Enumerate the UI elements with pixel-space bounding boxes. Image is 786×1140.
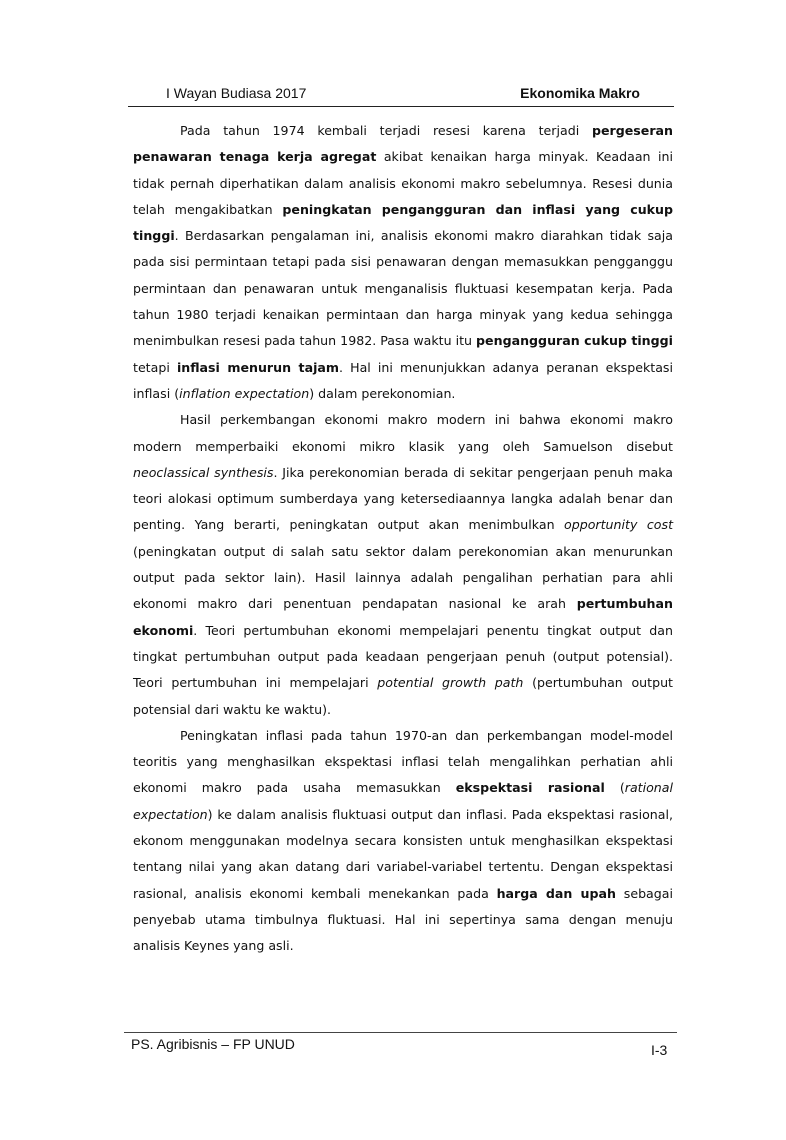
text-run: . Teori pertumbuhan ekonomi mempelajari penentu tingkat output dan tingkat pertumbuhan output pada keadaan pengerjaan penuh (output potensial). Teori pertumbuhan ini mempelajari [133,622,673,691]
text-run: Peningkatan inflasi pada tahun 1970-an dan perkembangan model-model teoritis yang menghasilkan ekspektasi inflasi telah mengalihkan perhatian ahli ekonomi makro pada usaha memasukkan [133,727,673,796]
italic-term: neoclassical synthesis [133,464,274,480]
header-author-year: I Wayan Budiasa 2017 [166,85,307,101]
footer-divider [124,1032,677,1033]
italic-term: rational expectation [133,780,674,822]
bold-term: pertumbuhan ekonomi [133,596,673,638]
bold-term: peningkatan pengangguran dan inflasi yang cukup tinggi [133,201,674,244]
header-book-title: Ekonomika Makro [520,85,640,101]
body-text [133,118,673,960]
text-run: akibat kenaikan harga minyak. Keadaan ini tidak pernah diperhatikan dalam analisis ekonomi makro sebelumnya. Resesi dunia telah mengakibatkan [133,149,673,217]
bold-term: ekspektasi rasional [455,780,605,796]
bold-term: pengangguran cukup tinggi [476,333,673,349]
paragraph [133,118,673,407]
bold-term: harga dan upah [496,885,616,901]
text-run: . Berdasarkan pengalaman ini, analisis ekonomi makro diarahkan tidak saja pada sisi permintaan tetapi pada sisi penawaran dengan memasukkan pengganggu permintaan dan penawaran untuk menganalisis fluktuasi kesempatan kerja. Pada tahun 1980 terjadi kenaikan permintaan dan harga minyak yang kedua sehingga menimbulkan resesi pada tahun 1982. Pasa waktu itu [133,228,673,349]
text-run: (pertumbuhan output potensial dari waktu ke waktu). [133,675,673,717]
text-run: . Hal ini menunjukkan adanya peranan ekspektasi inflasi ( [133,359,673,401]
bold-term: inflasi menurun tajam [176,359,340,375]
italic-term: opportunity cost [564,517,674,533]
text-run: Hasil perkembangan ekonomi makro modern ini bahwa ekonomi makro modern memperbaiki ekonomi mikro klasik yang oleh Samuelson disebut [133,412,673,454]
page-header [128,84,674,107]
text-run: . Jika perekonomian berada di sekitar pengerjaan penuh maka teori alokasi optimum sumberdaya yang ketersediaannya langka adalah benar dan penting. Yang berarti, peningkatan output akan menimbulkan [133,464,673,533]
footer-department: PS. Agribisnis – FP UNUD [131,1036,295,1052]
paragraph [133,407,673,723]
text-run: Pada tahun 1974 kembali terjadi resesi karena terjadi [180,123,592,138]
text-run: (peningkatan output di salah satu sektor dalam perekonomian akan menurunkan output pada sektor lain). Hasil lainnya adalah pengalihan perhatian para ahli ekonomi makro dari penentuan pendapatan nasional ke arah [133,543,673,612]
italic-term: inflation expectation [179,385,310,401]
text-run: tetapi [133,359,177,375]
page-number: I-3 [651,1042,668,1058]
text-run: ) dalam perekonomian. [309,385,456,401]
text-run: ) ke dalam analisis fluktuasi output dan inflasi. Pada ekspektasi rasional, ekonom menggunakan modelnya secara konsisten untuk menghasilkan ekspektasi tentang nilai yang akan datang dari variabel-variabel tertentu. Dengan ekspektasi rasional, analisis ekonomi kembali menekankan pada [133,806,673,901]
bold-term: pergeseran penawaran tenaga kerja agregat [133,123,673,165]
text-run: ( [604,780,625,796]
paragraph [133,723,673,960]
text-run: sebagai penyebab utama timbulnya fluktuasi. Hal ini sepertinya sama dengan menuju analisis Keynes yang asli. [133,885,673,954]
italic-term: potential growth path [377,675,524,691]
